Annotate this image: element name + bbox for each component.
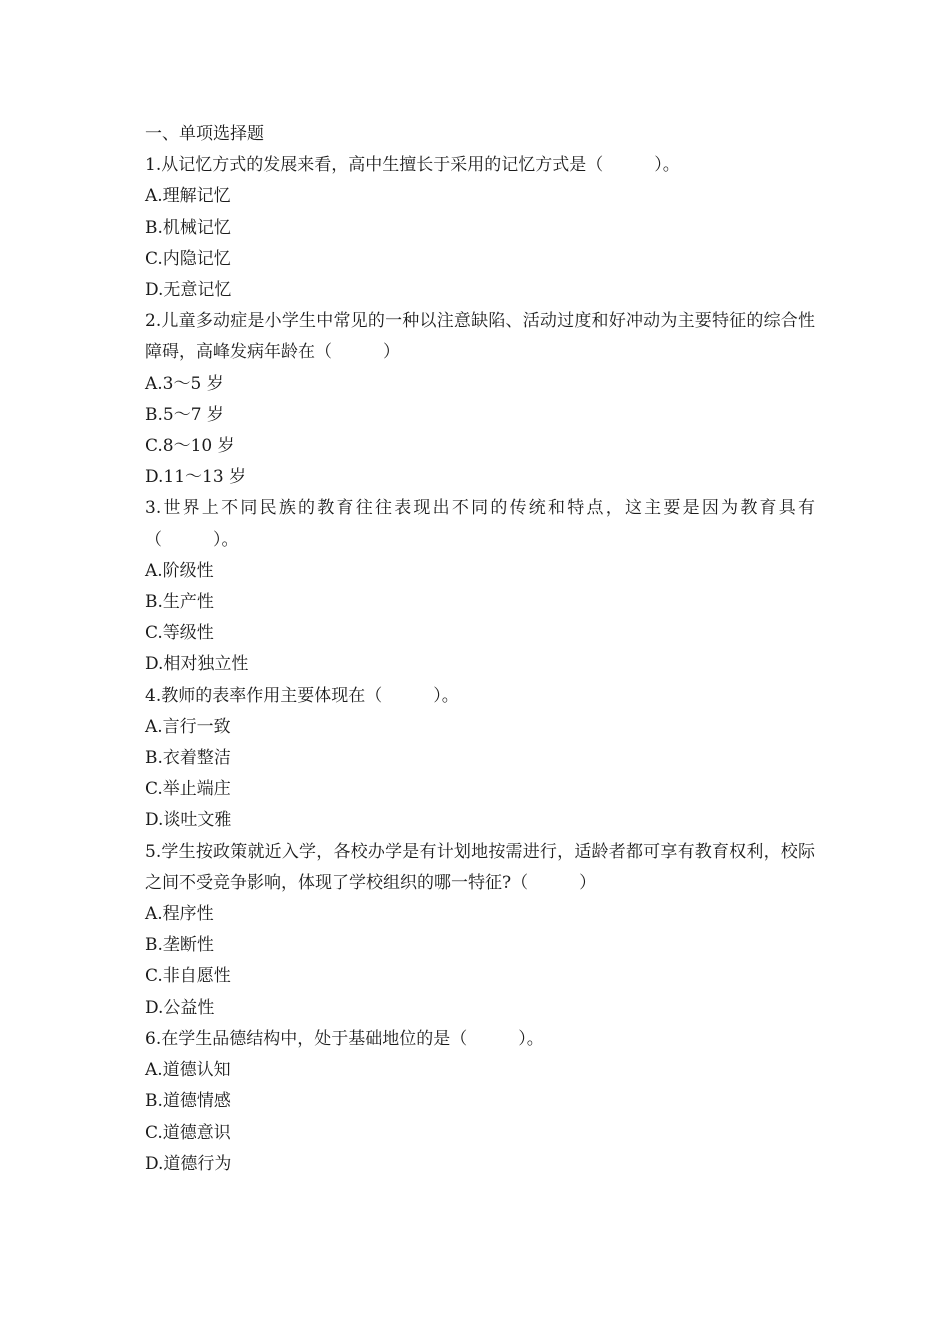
question-stem: 4.教师的表率作用主要体现在（ ）。: [145, 685, 459, 706]
option-a: A.道德认知: [145, 1060, 231, 1081]
option-b: B.垄断性: [145, 935, 214, 956]
question-stem: 5.学生按政策就近入学，各校办学是有计划地按需进行，适龄者都可享有教育权利，校际之间不受竞争影响，体现了学校组织的哪一特征?（ ）: [145, 841, 815, 893]
section-title: 一、单项选择题: [145, 124, 264, 144]
question-6: [145, 1024, 815, 1180]
option-c: C.8～10 岁: [145, 436, 235, 457]
option-a: A.理解记忆: [145, 186, 231, 207]
option-a: A.阶级性: [145, 560, 214, 581]
question-2: [145, 306, 815, 493]
option-d: D.道德行为: [145, 1153, 232, 1174]
option-b: B.衣着整洁: [145, 748, 231, 769]
question-stem: 1.从记忆方式的发展来看，高中生擅长于采用的记忆方式是（ ）。: [145, 155, 680, 176]
question-stem: 3.世界上不同民族的教育往往表现出不同的传统和特点，这主要是因为教育具有（ ）。: [145, 498, 815, 550]
option-d: D.无意记忆: [145, 280, 232, 301]
question-stem: 2.儿童多动症是小学生中常见的一种以注意缺陷、活动过度和好冲动为主要特征的综合性障碍，高峰发病年龄在（ ）: [145, 311, 815, 363]
question-5: [145, 837, 815, 1024]
option-a: A.言行一致: [145, 716, 231, 737]
option-c: C.举止端庄: [145, 779, 231, 800]
question-stem: 6.在学生品德结构中，处于基础地位的是（ ）。: [145, 1028, 544, 1049]
question-4: [145, 681, 815, 837]
option-d: D.相对独立性: [145, 654, 249, 675]
option-c: C.等级性: [145, 623, 214, 644]
option-b: B.道德情感: [145, 1091, 231, 1112]
option-a: A.程序性: [145, 904, 214, 925]
option-b: B.机械记忆: [145, 217, 231, 238]
question-3: [145, 493, 815, 680]
option-c: C.非自愿性: [145, 966, 231, 987]
option-d: D.公益性: [145, 997, 215, 1018]
option-c: C.内隐记忆: [145, 248, 231, 269]
option-d: D.11～13 岁: [145, 467, 247, 488]
option-b: B.5～7 岁: [145, 404, 224, 425]
option-d: D.谈吐文雅: [145, 810, 232, 831]
option-a: A.3～5 岁: [145, 373, 224, 394]
option-b: B.生产性: [145, 592, 214, 613]
exam-content: [145, 119, 815, 1180]
question-1: [145, 150, 815, 306]
option-c: C.道德意识: [145, 1122, 231, 1143]
